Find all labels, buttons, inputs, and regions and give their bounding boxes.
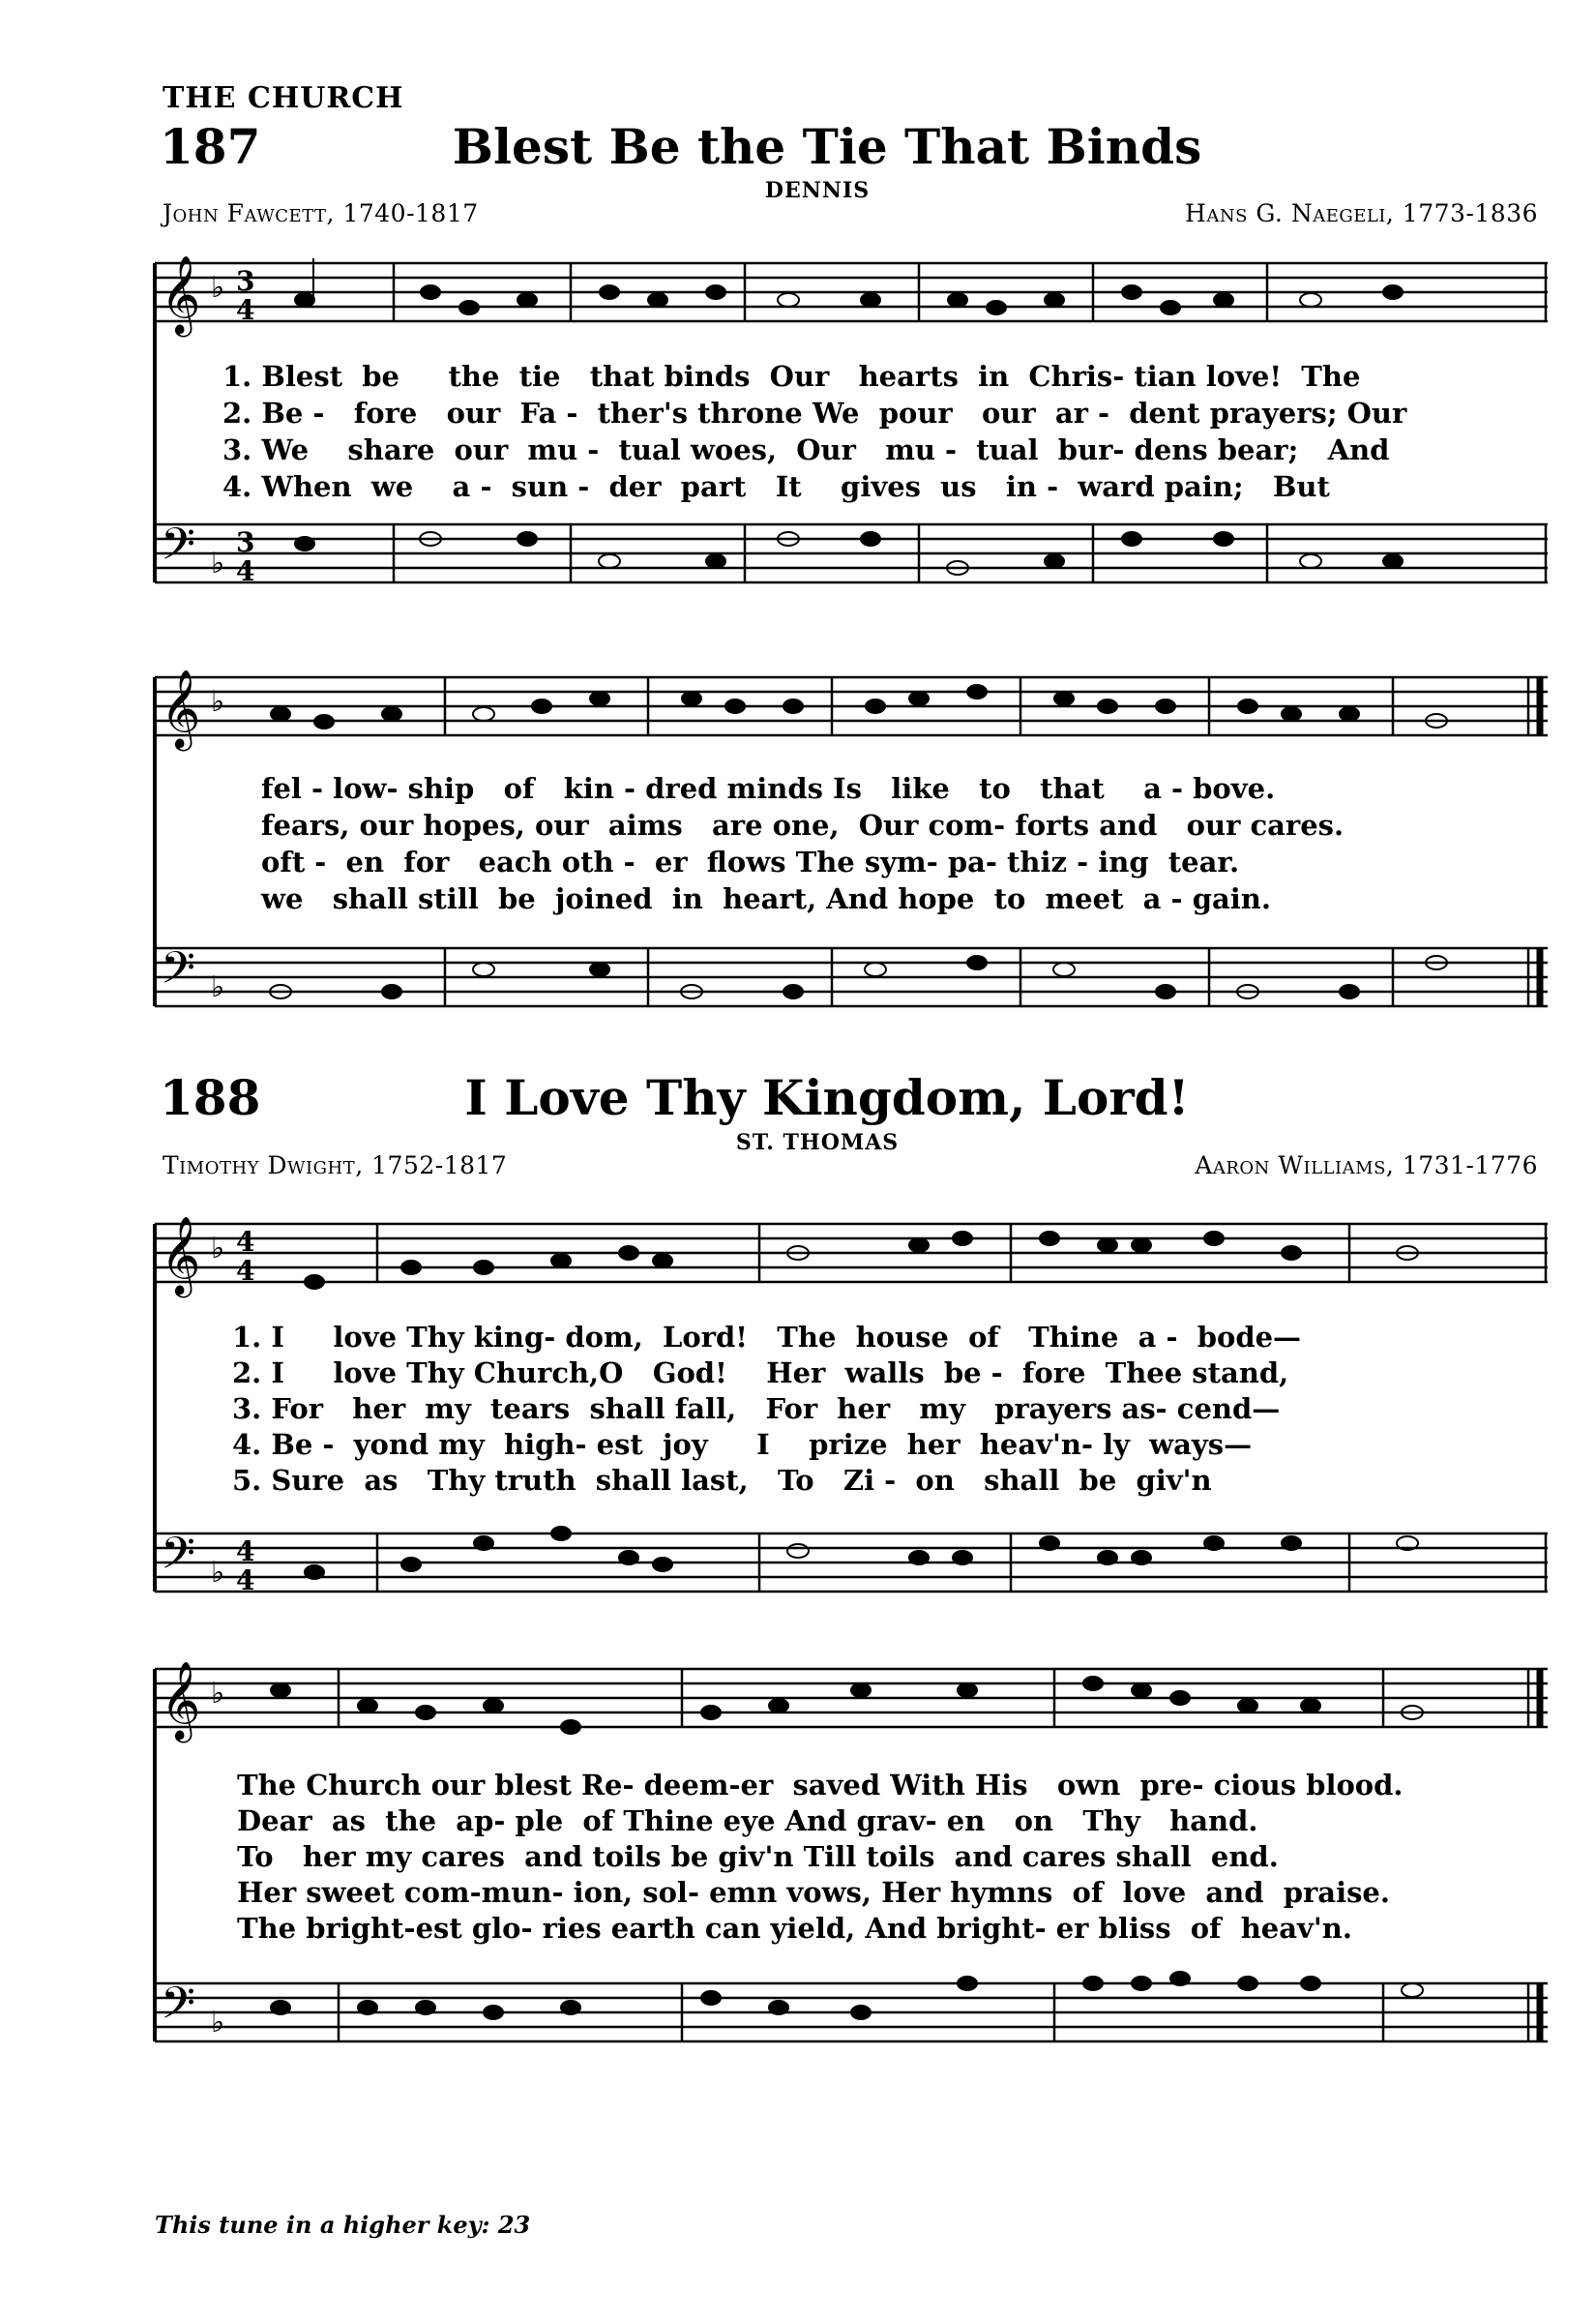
time-signature-icon: 4 xyxy=(236,555,255,587)
hymn-title: I Love Thy Kingdom, Lord! xyxy=(464,1069,1190,1126)
flat-icon: ♭ xyxy=(211,547,225,580)
bass-clef-icon: 𝄢 xyxy=(161,1978,196,2040)
lyric-line: fel - low- ship of kin - dred minds Is like to that a - bove. xyxy=(261,772,1276,805)
time-signature-icon: 3 xyxy=(236,526,255,558)
lyric-line: we shall still be joined in heart, And hope to meet a - gain. xyxy=(261,882,1271,915)
lyric-line: oft - en for each oth - er flows The sym- pa- thiz - ing tear. xyxy=(261,846,1240,878)
lyricist-credit: Timothy Dwight, 1752-1817 xyxy=(163,1151,508,1179)
treble-clef-icon: 𝄞 xyxy=(161,1215,201,1295)
lyric-line: To her my cares and toils be giv'n Till toils and cares shall end. xyxy=(237,1840,1279,1873)
lyric-line: The bright-est glo- ries earth can yield, And bright- er bliss of heav'n. xyxy=(237,1912,1352,1945)
lyric-line: 3. We share our mu - tual woes, Our mu - tual bur- dens bear; And xyxy=(222,433,1390,466)
section-label: THE CHURCH xyxy=(163,81,404,115)
flat-icon: ♭ xyxy=(211,1232,225,1265)
composer-credit: Hans G. Naegeli, 1773-1836 xyxy=(1185,199,1538,227)
lyric-line: 1. Blest be the tie that binds Our hearts in Chris- tian love! The xyxy=(222,360,1361,393)
hymn-number: 188 xyxy=(160,1069,261,1126)
treble-clef-icon: 𝄞 xyxy=(161,254,201,334)
tune-name: ST. THOMAS xyxy=(735,1130,900,1155)
lyric-line: Dear as the ap- ple of Thine eye And grav- en on Thy hand. xyxy=(237,1804,1258,1837)
flat-icon: ♭ xyxy=(211,1556,225,1590)
lyric-line: 1. I love Thy king- dom, Lord! The house of Thine a - bode— xyxy=(232,1321,1302,1354)
flat-icon: ♭ xyxy=(211,970,225,1004)
lyric-line: 4. Be - yond my high- est joy I prize her heav'n- ly ways— xyxy=(232,1428,1253,1461)
bass-clef-icon: 𝄢 xyxy=(161,1528,196,1591)
composer-credit: Aaron Williams, 1731-1776 xyxy=(1195,1151,1538,1179)
lyric-line: 2. Be - fore our Fa - ther's throne We pour our ar - dent prayers; Our xyxy=(222,397,1407,430)
lyric-line: The Church our blest Re- deem-er saved With His own pre- cious blood. xyxy=(237,1769,1404,1801)
time-signature-icon: 4 xyxy=(236,1535,255,1567)
note-heads xyxy=(270,685,1447,998)
flat-icon: ♭ xyxy=(211,271,225,305)
lyric-line: 5. Sure as Thy truth shall last, To Zi - on shall be giv'n xyxy=(232,1464,1212,1497)
hymn-number: 187 xyxy=(160,118,261,175)
treble-clef-icon: 𝄞 xyxy=(161,669,201,748)
time-signature-icon: 4 xyxy=(236,294,255,326)
flat-icon: ♭ xyxy=(211,2006,225,2039)
lyric-line: fears, our hopes, our aims are one, Our com- forts and our cares. xyxy=(261,809,1345,842)
lyricist-credit: John Fawcett, 1740-1817 xyxy=(163,199,479,227)
time-signature-icon: 4 xyxy=(236,1226,255,1258)
lyric-line: Her sweet com-mun- ion, sol- emn vows, Her hymns of love and praise. xyxy=(237,1876,1390,1909)
lyric-line: 4. When we a - sun - der part It gives us in - ward pain; But xyxy=(222,470,1330,503)
time-signature-icon: 4 xyxy=(236,1255,255,1287)
flat-icon: ♭ xyxy=(211,685,225,719)
flat-icon: ♭ xyxy=(211,1677,225,1711)
time-signature-icon: 3 xyxy=(236,265,255,297)
treble-clef-icon: 𝄞 xyxy=(161,1660,201,1740)
lyric-line: 2. I love Thy Church,O God! Her walls be - fore Thee stand, xyxy=(232,1356,1289,1389)
time-signature-icon: 4 xyxy=(236,1564,255,1596)
lyric-line: 3. For her my tears shall fall, For her my prayers as- cend— xyxy=(232,1392,1281,1425)
tune-name: DENNIS xyxy=(764,178,871,203)
bass-clef-icon: 𝄢 xyxy=(161,519,196,581)
footnote: This tune in a higher key: 23 xyxy=(155,2211,531,2239)
hymn-title: Blest Be the Tie That Binds xyxy=(452,118,1202,175)
bass-clef-icon: 𝄢 xyxy=(161,942,196,1005)
